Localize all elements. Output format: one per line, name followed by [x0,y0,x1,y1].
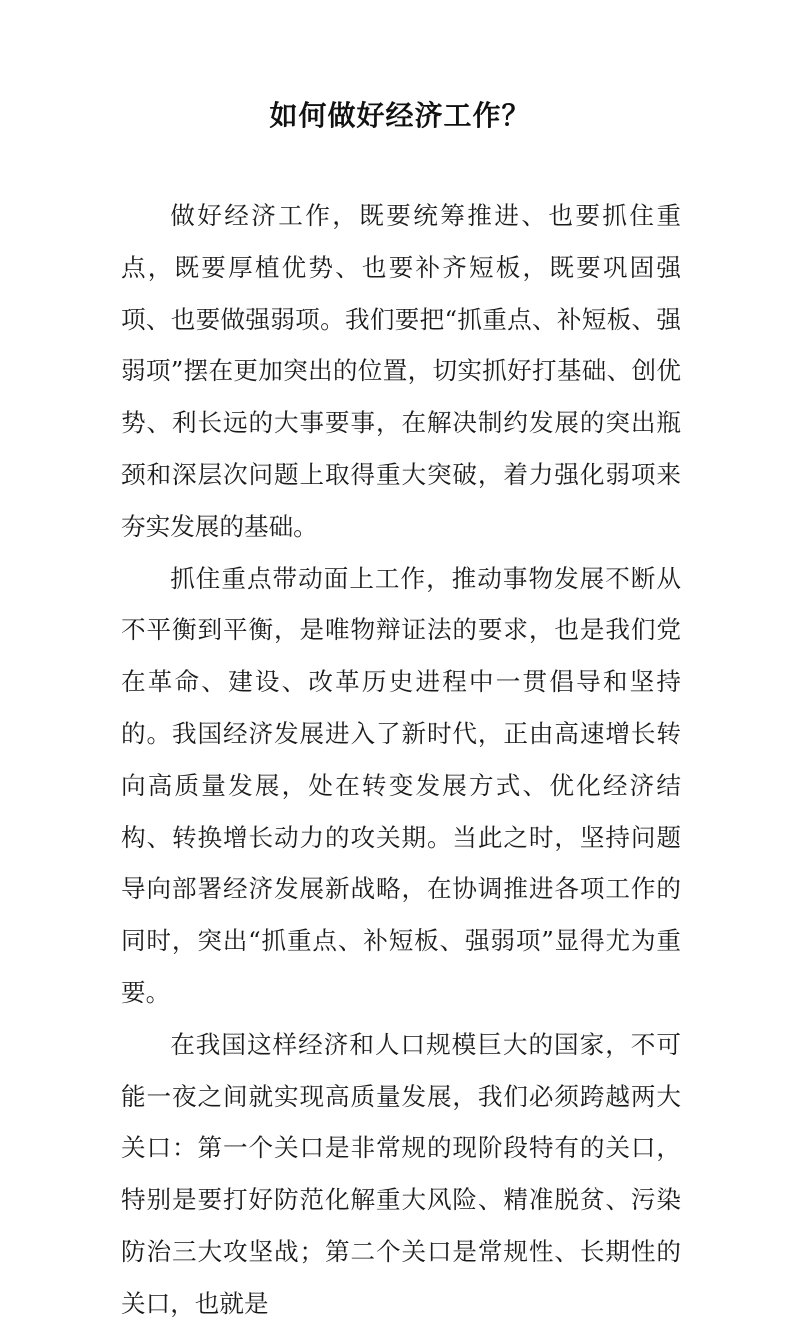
document-body [121,190,681,1330]
paragraph-2: 抓住重点带动面上工作，推动事物发展不断从不平衡到平衡，是唯物辩证法的要求，也是我们党在革命、建设、改革历史进程中一贯倡导和坚持的。我国经济发展进入了新时代，正由高速增长转向高质量发展，处在转变发展方式、优化经济结构、转换增长动力的攻关期。当此之时，坚持问题导向部署经济发展新战略，在协调推进各项工作的同时，突出“抓重点、补短板、强弱项”显得尤为重要。 [121,563,681,1007]
paragraph-1: 做好经济工作，既要统筹推进、也要抓住重点，既要厚植优势、也要补齐短板，既要巩固强项、也要做强弱项。我们要把“抓重点、补短板、强弱项”摆在更加突出的位置，切实抓好打基础、创优势、利长远的大事要事，在解决制约发展的突出瓶颈和深层次问题上取得重大突破，着力强化弱项来夯实发展的基础。 [121,201,681,541]
paragraph-3: 在我国这样经济和人口规模巨大的国家，不可能一夜之间就实现高质量发展，我们必须跨越两大关口：第一个关口是非常规的现阶段特有的关口，特别是要打好防范化解重大风险、精准脱贫、污染防治三大攻坚战；第二个关口是常规性、长期性的关口，也就是 [121,1029,681,1318]
document-title: 如何做好经济工作？ [269,99,531,132]
